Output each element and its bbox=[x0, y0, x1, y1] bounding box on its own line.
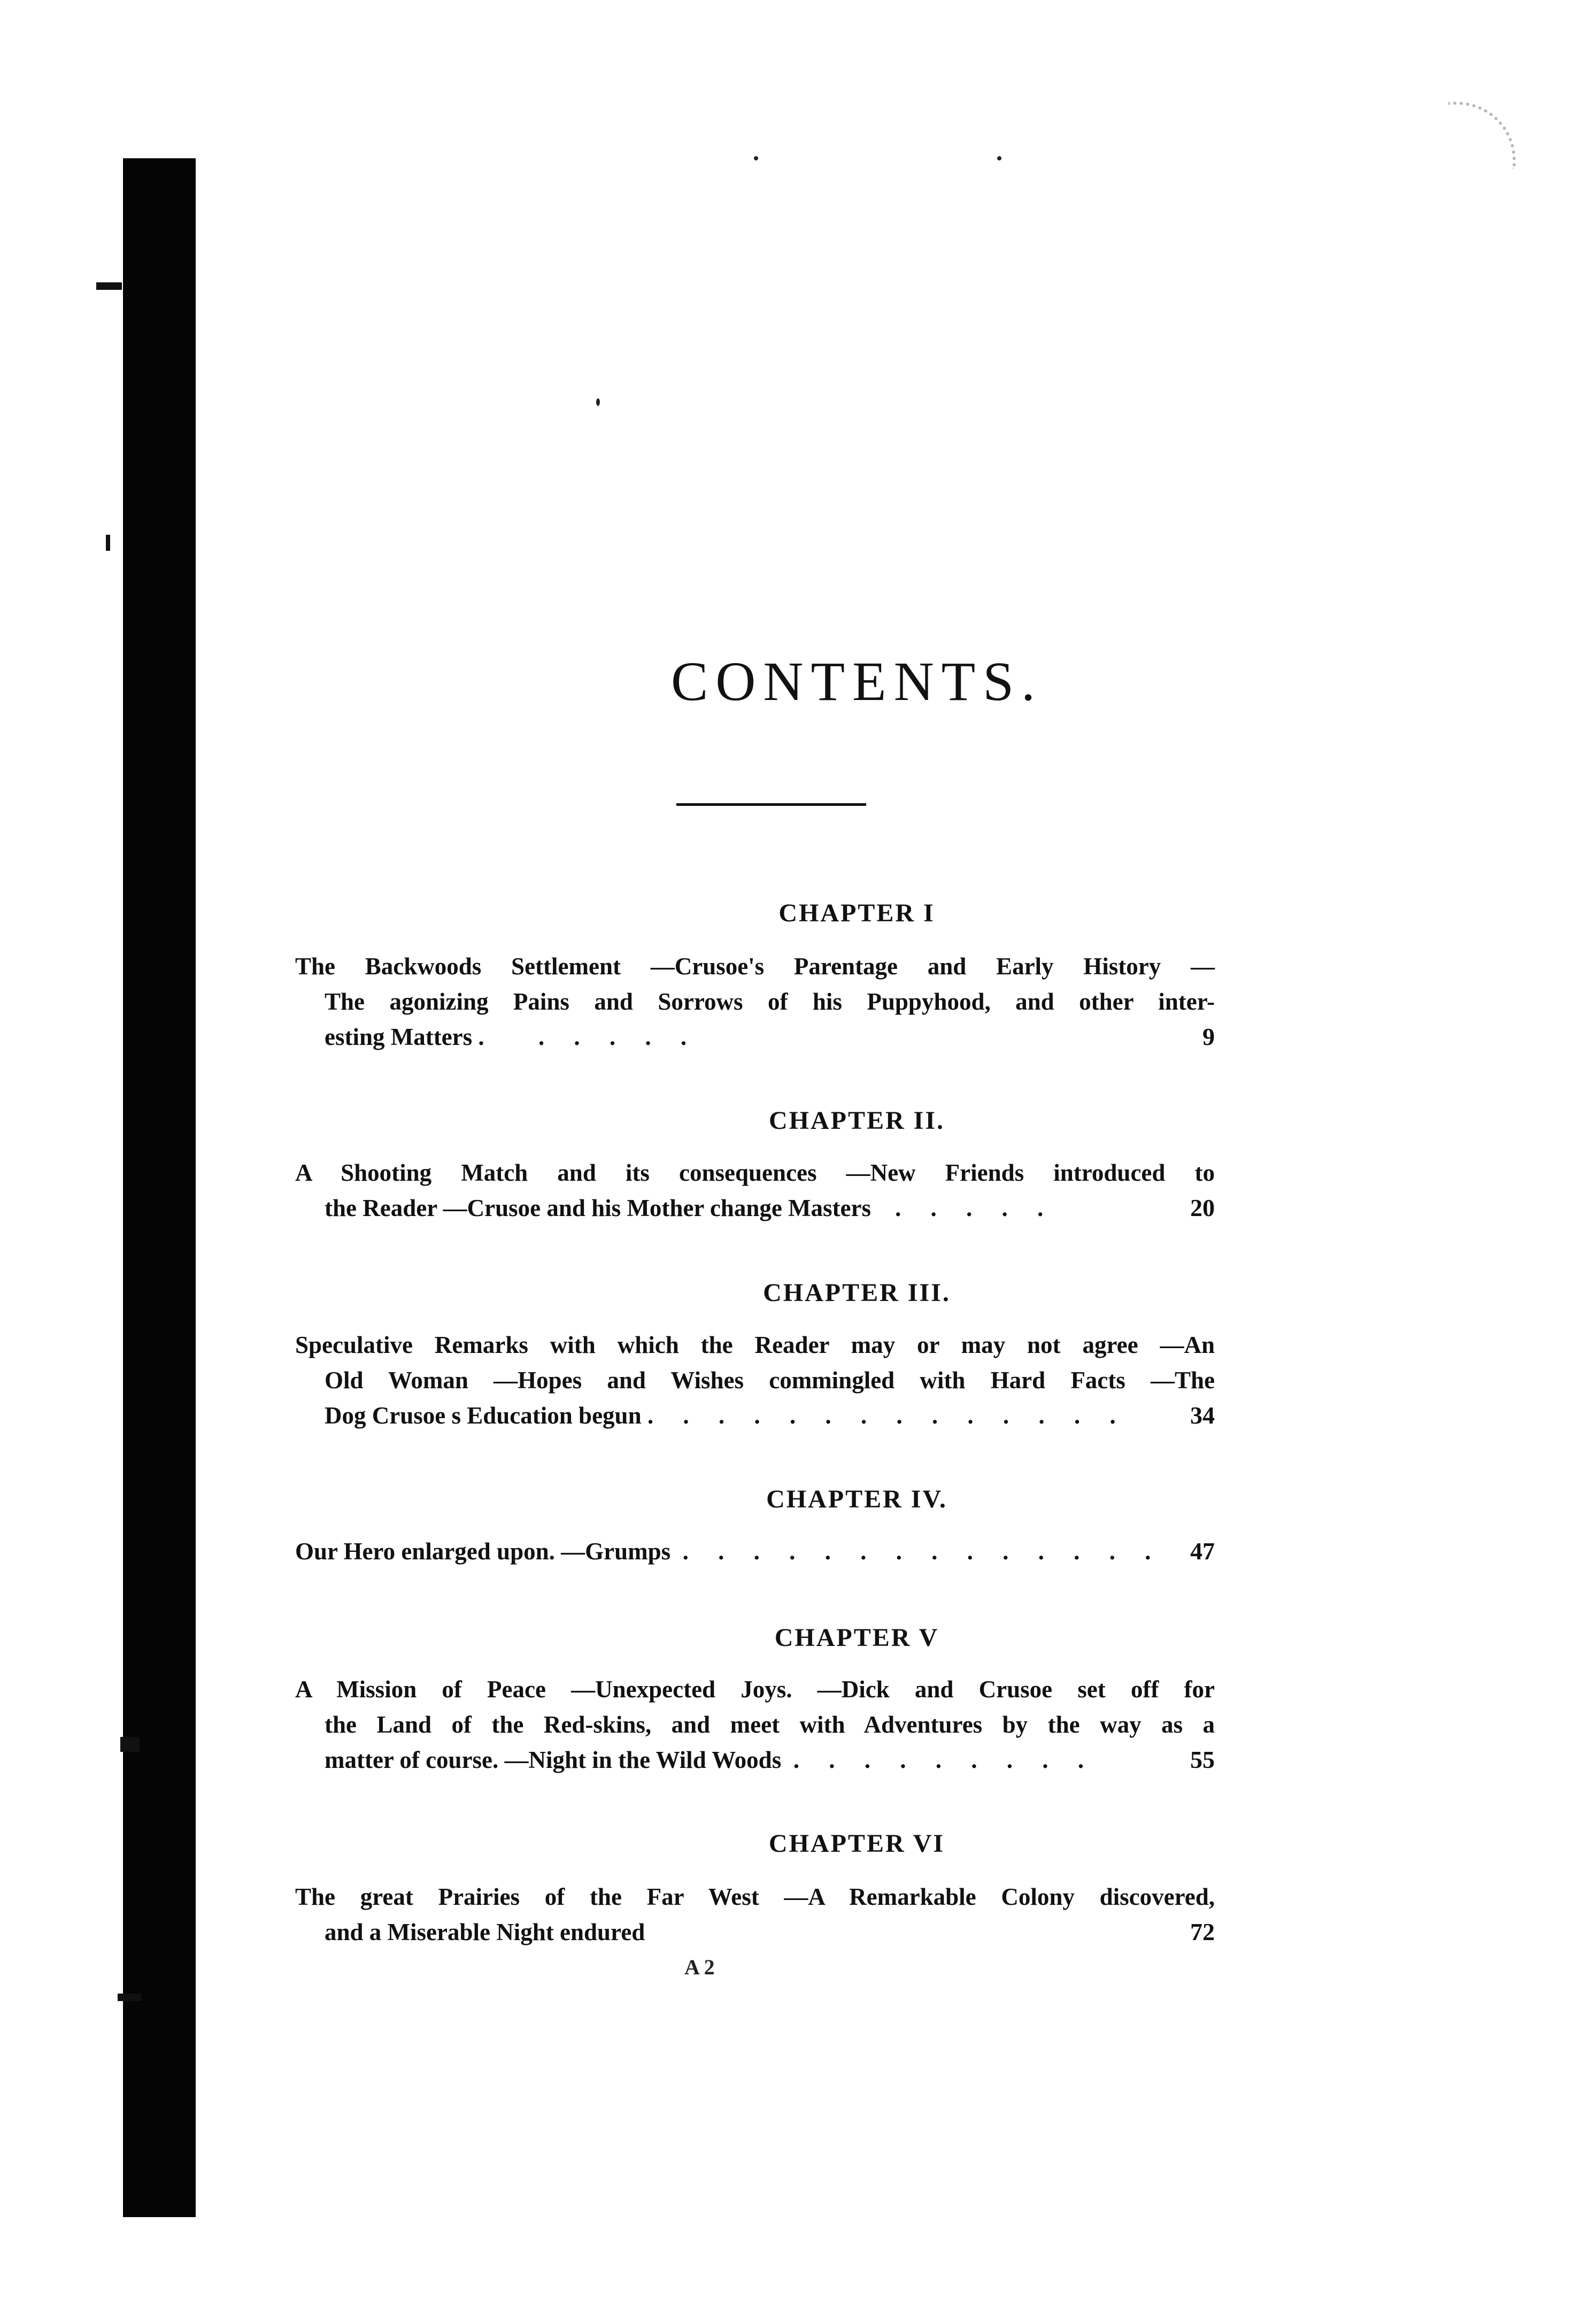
toc-entry-4-leader: . . . . . . . . . . . . . . bbox=[682, 1538, 1163, 1565]
toc-entry-1-leader: . . . . . bbox=[538, 1024, 699, 1050]
scan-mark-4 bbox=[106, 535, 110, 551]
page-binding-edge bbox=[123, 158, 196, 2217]
toc-entry-2-line-1: A Shooting Match and its consequences —New Friends introduced to bbox=[295, 1159, 1215, 1186]
page-title: CONTENTS. bbox=[670, 651, 1043, 712]
scan-mark-2 bbox=[120, 1737, 140, 1752]
title-rule bbox=[676, 803, 866, 806]
page-corner bbox=[1448, 102, 1516, 169]
toc-entry-1-line-3: esting Matters . . . . . . bbox=[325, 1024, 699, 1050]
chapter-heading-3: CHAPTER III. bbox=[763, 1279, 951, 1307]
toc-entry-3[interactable] bbox=[295, 1327, 1215, 1433]
toc-entry-6-line-1: The great Prairies of the Far West —A Remarkable Colony discovered, bbox=[295, 1883, 1215, 1910]
toc-entry-1-line-1: The Backwoods Settlement —Crusoe's Parentage and Early History — bbox=[295, 953, 1215, 980]
printer-signature: A 2 bbox=[684, 1955, 715, 1979]
speck-1 bbox=[754, 156, 758, 160]
toc-entry-3-leader: . . . . . . . . . . . . . . bbox=[647, 1402, 1128, 1429]
toc-entry-3-page: 34 bbox=[1190, 1402, 1215, 1429]
toc-entry-1[interactable] bbox=[295, 949, 1215, 1055]
scan-mark-1 bbox=[96, 282, 122, 290]
chapter-heading-4: CHAPTER IV. bbox=[766, 1485, 947, 1513]
speck-3 bbox=[596, 398, 600, 406]
toc-entry-3-line-2: Old Woman —Hopes and Wishes commingled with Hard Facts —The bbox=[325, 1367, 1215, 1394]
toc-entry-5-line-1: A Mission of Peace —Unexpected Joys. —Dick and Crusoe set off for bbox=[295, 1676, 1215, 1703]
toc-entry-6-page: 72 bbox=[1190, 1918, 1215, 1945]
scan-mark-3 bbox=[118, 1994, 141, 2001]
toc-entry-4[interactable] bbox=[295, 1534, 1215, 1569]
toc-entry-2-leader: . . . . . bbox=[895, 1195, 1055, 1221]
chapter-heading-1: CHAPTER I bbox=[778, 899, 935, 927]
speck-2 bbox=[997, 156, 1001, 160]
toc-entry-1-page: 9 bbox=[1202, 1023, 1215, 1050]
toc-entry-5-leader: . . . . . . . . . bbox=[793, 1747, 1096, 1773]
toc-entry-4-line-1: Our Hero enlarged upon. —Grumps . . . . . . . . . . . . . . bbox=[295, 1538, 1163, 1565]
toc-entry-2[interactable] bbox=[295, 1155, 1215, 1226]
chapter-heading-2: CHAPTER II. bbox=[768, 1106, 945, 1135]
chapter-heading-5: CHAPTER V bbox=[774, 1624, 939, 1652]
toc-entry-3-line-1: Speculative Remarks with which the Reader may or may not agree —An bbox=[295, 1332, 1215, 1358]
toc-entry-5-line-3: matter of course. —Night in the Wild Woods . . . . . . . . . bbox=[325, 1747, 1096, 1773]
toc-entry-6[interactable] bbox=[295, 1879, 1215, 1950]
toc-entry-4-page: 47 bbox=[1190, 1537, 1215, 1565]
toc-entry-5-line-2: the Land of the Red-skins, and meet with Adventures by the way as a bbox=[325, 1711, 1215, 1738]
toc-entry-5-page: 55 bbox=[1190, 1746, 1215, 1773]
toc-entry-5[interactable] bbox=[295, 1672, 1215, 1778]
chapter-heading-6: CHAPTER VI bbox=[768, 1829, 945, 1858]
toc-entry-2-line-2: the Reader —Crusoe and his Mother change Masters . . . . . bbox=[325, 1195, 1055, 1221]
toc-entry-2-page: 20 bbox=[1190, 1194, 1215, 1221]
toc-entry-3-line-3: Dog Crusoe s Education begun . . . . . . . . . . . . . . bbox=[325, 1402, 1128, 1429]
toc-entry-6-line-2: and a Miserable Night endured bbox=[325, 1919, 645, 1945]
toc-entry-1-line-2: The agonizing Pains and Sorrows of his Puppyhood, and other inter- bbox=[325, 988, 1215, 1015]
